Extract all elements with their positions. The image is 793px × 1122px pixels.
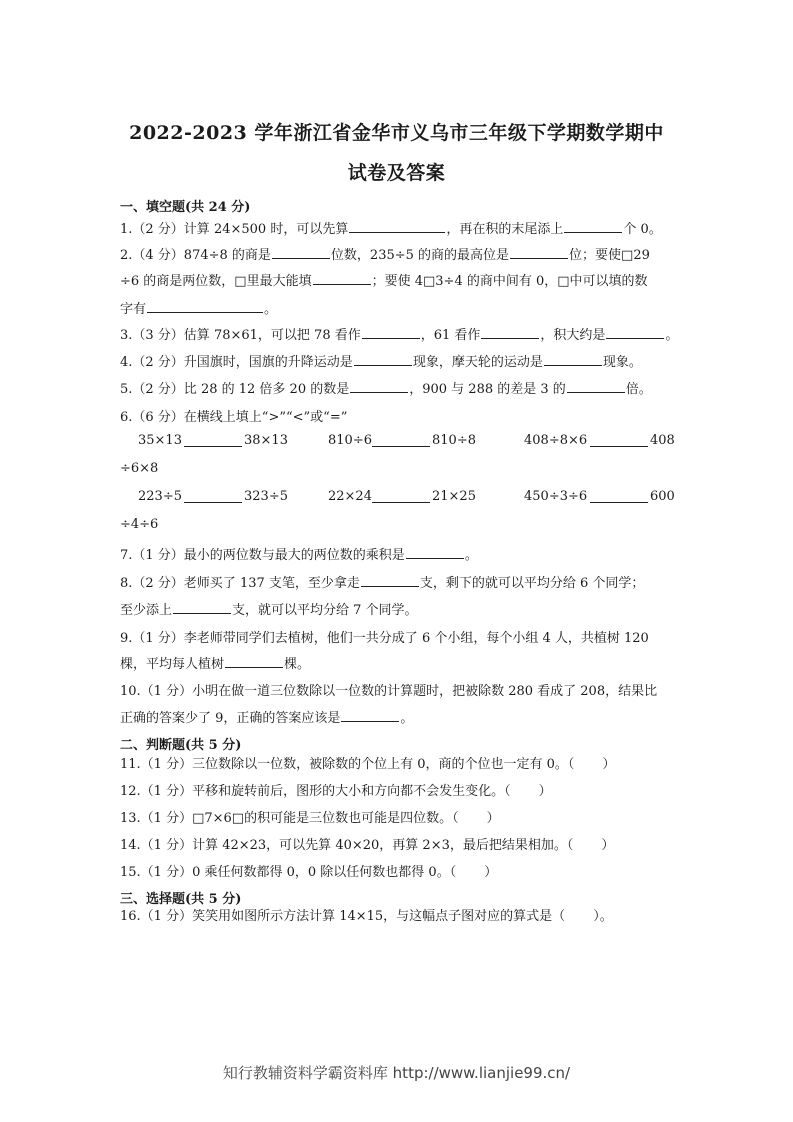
compare-item: 810÷8 (432, 433, 476, 448)
compare-item: 323÷5 (244, 489, 288, 504)
answer-blank[interactable] (362, 324, 420, 339)
question-9: 9.（1 分）李老师带同学们去植树，他们一共分成了 6 个小组，每个小组 4 人，共植树 120 (120, 631, 649, 646)
question-text: 支，就可以平均分给 7 个同学。 (232, 603, 418, 618)
question-text: 个 0。 (623, 222, 662, 237)
question-text: ） (601, 838, 615, 853)
answer-blank[interactable] (349, 218, 445, 233)
question-text: 。 (264, 302, 278, 317)
question-text: ） (602, 757, 616, 772)
question-text: ） (484, 865, 498, 880)
answer-blank[interactable] (173, 599, 231, 614)
compare-blank[interactable] (590, 488, 648, 503)
question-text: 现象。 (602, 355, 642, 370)
compare-item: 600 (650, 489, 675, 504)
question-text: 。 (400, 711, 414, 726)
question-15 (120, 861, 497, 880)
question-text: 8.（2 分）老师买了 137 支笔，至少拿走 (120, 576, 360, 591)
footer-watermark: 知行教辅资料学霸资料库 http://www.lianjie99.cn/ (222, 1064, 571, 1082)
answer-blank[interactable] (350, 378, 408, 393)
question-2 (120, 244, 650, 263)
answer-blank[interactable] (341, 707, 399, 722)
compare-item: 21×25 (432, 489, 476, 504)
answer-blank[interactable] (225, 653, 283, 668)
compare-blank[interactable] (184, 432, 242, 447)
answer-blank[interactable] (606, 324, 664, 339)
question-text: 至少添上 (120, 603, 173, 618)
question-text: ÷6 的商是两位数，□里最大能填 (120, 274, 312, 289)
compare-item: 450÷3÷6 (524, 489, 588, 504)
question-text: ，积大约是 (540, 328, 606, 343)
answer-blank[interactable] (354, 351, 412, 366)
section-judge-heading: 二、判断题(共 5 分) (120, 738, 242, 753)
section-fill-heading: 一、填空题(共 24 分) (120, 200, 251, 215)
question-14 (120, 834, 614, 853)
question-10-line2 (120, 707, 413, 726)
question-4 (120, 351, 642, 370)
question-text: 4.（2 分）升国旗时，国旗的升降运动是 (120, 355, 353, 370)
question-text: 1.（2 分）计算 24×500 时，可以先算 (120, 222, 349, 237)
question-text: 棵，平均每人植树 (120, 657, 225, 672)
page-title-line2: 试卷及答案 (347, 162, 446, 184)
question-8-line2 (120, 599, 418, 618)
answer-blank[interactable] (544, 351, 602, 366)
question-text: 12.（1 分）平移和旋转前后，图形的大小和方向都不会发生变化。（ (120, 784, 511, 799)
answer-blank[interactable] (406, 544, 464, 559)
compare-item: 408 (650, 433, 675, 448)
answer-blank[interactable] (564, 218, 622, 233)
answer-blank[interactable] (313, 270, 371, 285)
question-9-line2 (120, 653, 310, 672)
compare-item: 35×13 (138, 433, 182, 448)
question-text: 11.（1 分）三位数除以一位数，被除数的个位上有 0，商的个位也一定有 0。（ (120, 757, 575, 772)
question-text: 2.（4 分）874÷8 的商是 (120, 248, 271, 263)
page-title: 2022-2023 学年浙江省金华市义乌市三年级下学期数学期中 (129, 122, 664, 144)
question-text: ，61 看作 (420, 328, 481, 343)
question-text: 现象，摩天轮的运动是 (412, 355, 543, 370)
question-11 (120, 753, 615, 772)
question-2-line2 (120, 270, 648, 289)
question-text: ） (538, 784, 552, 799)
question-13 (120, 807, 500, 826)
question-text: 16.（1 分）笑笑用如图所示方法计算 14×15，与这幅点子图对应的算式是（ (120, 909, 566, 924)
answer-blank[interactable] (510, 244, 568, 259)
compare-blank[interactable] (372, 432, 430, 447)
compare-blank[interactable] (372, 488, 430, 503)
question-text: ；要使 4□3÷4 的商中间有 0，□中可以填的数 (371, 274, 648, 289)
question-text: 15.（1 分）0 乘任何数都得 0，0 除以任何数也都得 0。（ (120, 865, 457, 880)
question-text: ）。 (593, 909, 613, 924)
compare-blank[interactable] (590, 432, 648, 447)
question-text: ） (486, 811, 500, 826)
compare-item: 408÷8×6 (524, 433, 588, 448)
question-text: 棵。 (284, 657, 311, 672)
question-text: 5.（2 分）比 28 的 12 倍多 20 的数是 (120, 382, 350, 397)
section-choice-heading: 三、选择题(共 5 分) (120, 892, 242, 907)
answer-blank[interactable] (361, 572, 419, 587)
compare-item: 22×24 (328, 489, 372, 504)
compare-item: 223÷5 (138, 489, 182, 504)
question-text: 3.（3 分）估算 78×61，可以把 78 看作 (120, 328, 361, 343)
question-text: 14.（1 分）计算 42×23，可以先算 40×20，再算 2×3，最后把结果相加。（ (120, 838, 574, 853)
answer-blank[interactable] (147, 298, 263, 313)
compare-item: 810÷6 (328, 433, 372, 448)
question-7 (120, 544, 478, 563)
answer-blank[interactable] (567, 378, 625, 393)
question-3 (120, 324, 678, 343)
question-text: 13.（1 分）□7×6□的积可能是三位数也可能是四位数。（ (120, 811, 459, 826)
compare-item-wrap: ÷4÷6 (120, 517, 159, 532)
question-text: 位数，235÷5 的商的最高位是 (330, 248, 510, 263)
compare-item: 38×13 (244, 433, 288, 448)
question-2-line3 (120, 298, 277, 317)
question-1 (120, 218, 662, 237)
answer-blank[interactable] (272, 244, 330, 259)
question-6: 6.（6 分）在横线上填上“>”“<”或“=” (120, 410, 348, 425)
question-16 (120, 905, 613, 924)
question-text: 。 (665, 328, 679, 343)
question-5 (120, 378, 652, 397)
question-text: 倍。 (625, 382, 652, 397)
compare-item-wrap: ÷6×8 (120, 461, 159, 476)
question-12 (120, 780, 552, 799)
question-text: 字有 (120, 302, 147, 317)
question-text: ，再在积的末尾添上 (446, 222, 564, 237)
compare-blank[interactable] (184, 488, 242, 503)
answer-blank[interactable] (481, 324, 539, 339)
question-text: 。 (464, 548, 478, 563)
question-text: 正确的答案少了 9，正确的答案应该是 (120, 711, 341, 726)
question-text: ，900 与 288 的差是 3 的 (409, 382, 566, 397)
question-text: 支，剩下的就可以平均分给 6 个同学； (419, 576, 645, 591)
question-8 (120, 572, 644, 591)
question-10: 10.（1 分）小明在做一道三位数除以一位数的计算题时，把被除数 280 看成了 208，结果比 (120, 684, 658, 699)
question-text: 7.（1 分）最小的两位数与最大的两位数的乘积是 (120, 548, 405, 563)
question-text: 位；要使□29 (569, 248, 650, 263)
